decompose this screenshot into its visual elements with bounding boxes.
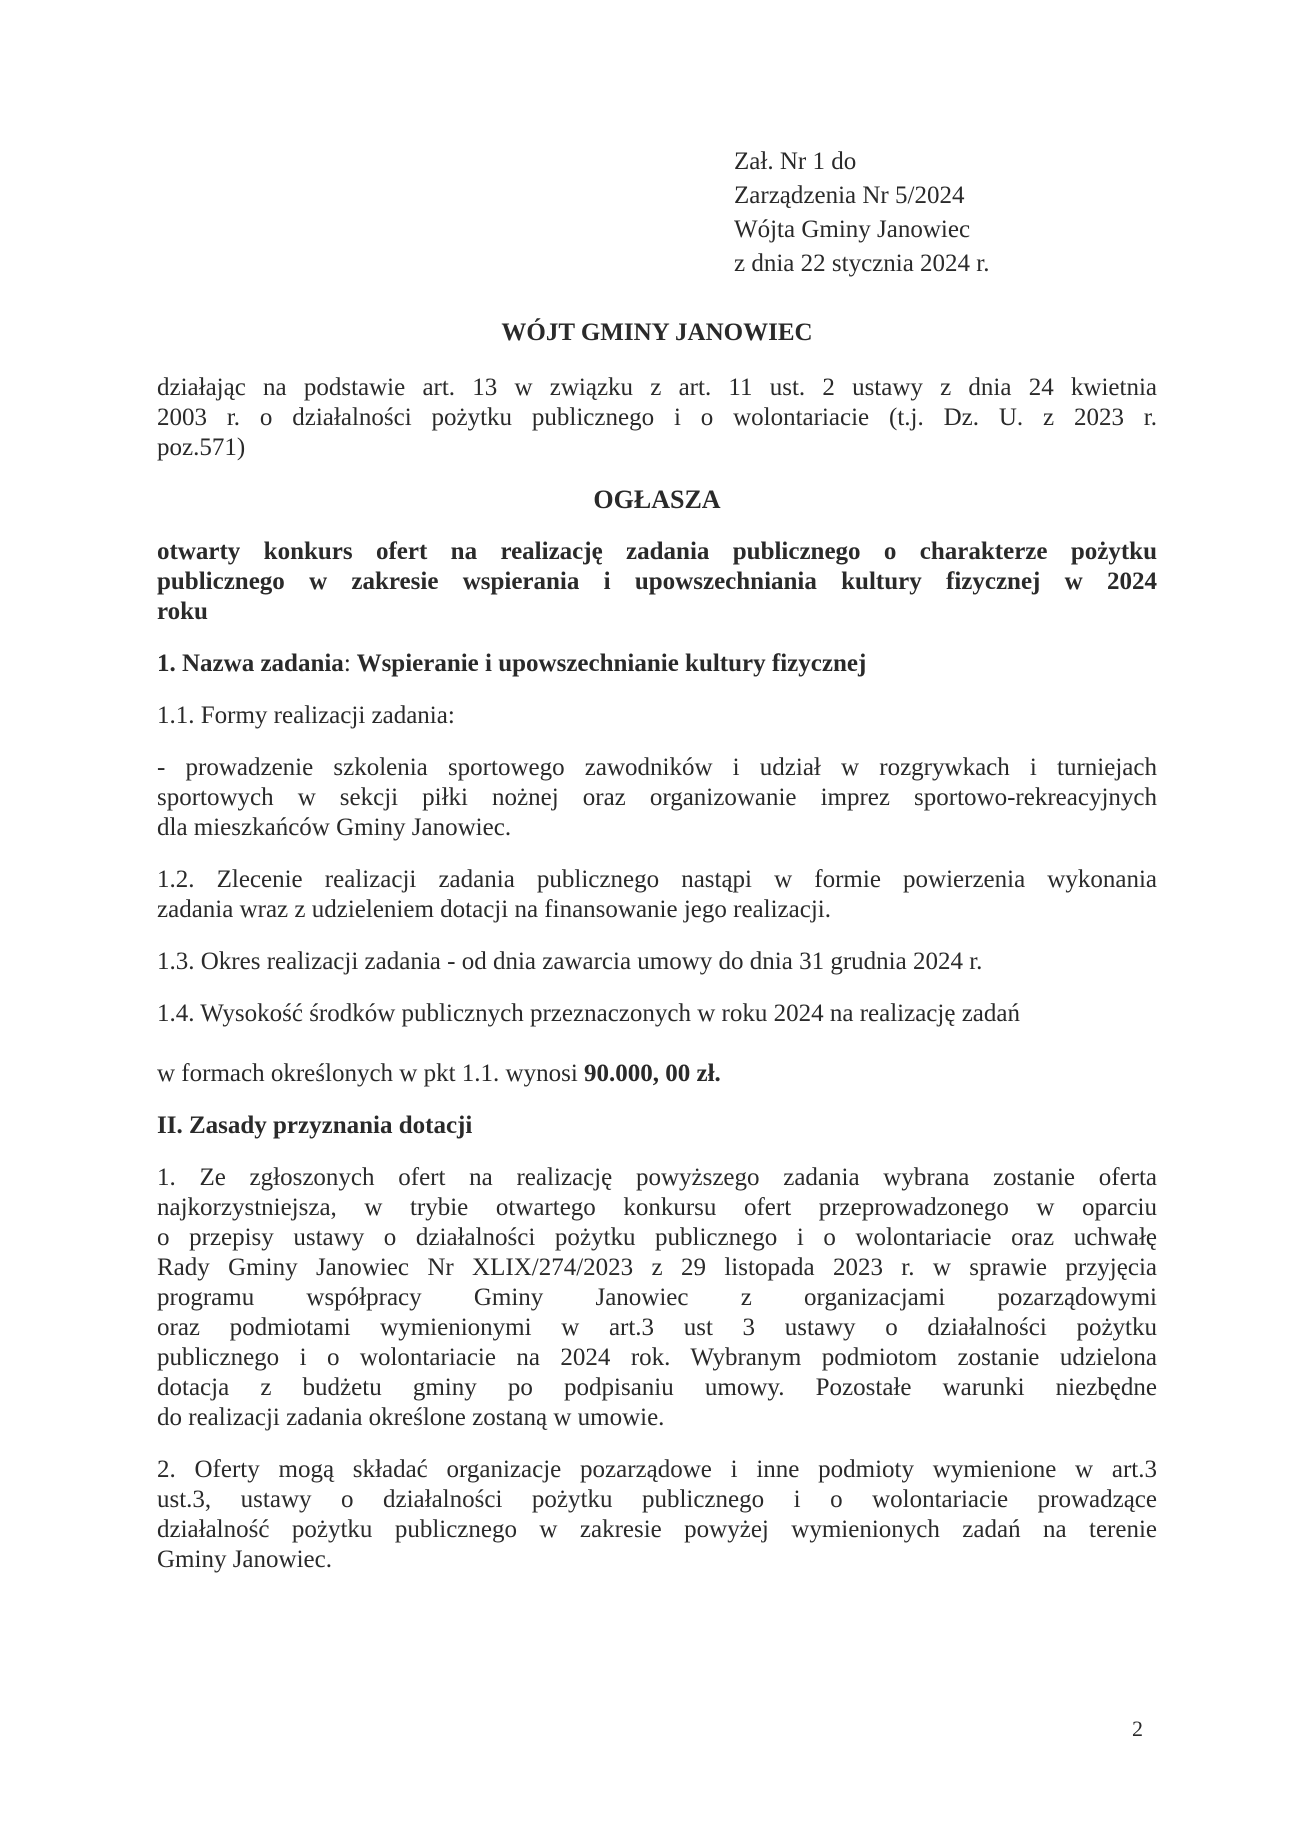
forms-line-3: dla mieszkańców Gminy Janowiec. (157, 814, 512, 841)
rules1-line-8: dotacja z budżetu gminy po podpisaniu umowy. Pozostałe warunki niezbędne (157, 1374, 1157, 1401)
rules1-line-1: 1. Ze zgłoszonych ofert na realizację powyższego zadania wybrana zostanie oferta (157, 1164, 1157, 1191)
subject-line-2: publicznego w zakresie wspierania i upowszechniania kultury fizycznej w 2024 (157, 568, 1157, 595)
section1-heading-colon: : (343, 650, 351, 677)
title-wojt: WÓJT GMINY JANOWIEC (501, 319, 813, 346)
section1-heading (157, 649, 1157, 679)
title-oglasza: OGŁASZA (593, 485, 721, 514)
rules1-line-2: najkorzystniejsza, w trybie otwartego konkursu ofert przeprowadzonego w oparciu (157, 1194, 1157, 1221)
commission-line-1: 1.2. Zlecenie realizacji zadania publicznego nastąpi w formie powierzenia wykonania (157, 866, 1157, 893)
attachment-header (734, 145, 990, 281)
rules1-line-6: oraz podmiotami wymienionymi w art.3 ust 3 ustawy o działalności pożytku (157, 1314, 1157, 1341)
rules1-line-5: programu współpracy Gminy Janowiec z organizacjami pozarządowymi (157, 1284, 1157, 1311)
funds-line-2 (157, 1059, 1157, 1089)
section1-heading-prefix: 1. Nazwa zadania (157, 650, 344, 677)
intro-paragraph (157, 373, 1157, 463)
section1-heading-rest: Wspieranie i upowszechnianie kultury fizycznej (350, 650, 867, 677)
rules-paragraph-1 (157, 1163, 1157, 1433)
subject-line-1: otwarty konkurs ofert na realizację zadania publicznego o charakterze pożytku (157, 538, 1157, 565)
attachment-line-1: Zał. Nr 1 do (734, 148, 857, 175)
forms-line-2: sportowych w sekcji piłki nożnej oraz organizowanie imprez sportowo-rekreacyjnych (157, 784, 1157, 811)
rules1-line-3: o przepisy ustawy o działalności pożytku publicznego i o wolontariacie oraz uchwałę (157, 1224, 1157, 1251)
intro-line-2: 2003 r. o działalności pożytku publicznego i o wolontariacie (t.j. Dz. U. z 2023 r. (157, 404, 1157, 431)
rules2-line-1: 2. Oferty mogą składać organizacje pozarządowe i inne podmioty wymienione w art.3 (157, 1456, 1157, 1483)
rules2-line-3: działalność pożytku publicznego w zakresie powyżej wymienionych zadań na terenie (157, 1516, 1157, 1543)
commission-paragraph (157, 865, 1157, 925)
subject-line-3: roku (157, 598, 208, 625)
funds-line-2-text: w formach określonych w pkt 1.1. wynosi (157, 1060, 585, 1087)
attachment-line-3: Wójta Gminy Janowiec (734, 216, 971, 243)
document-body (157, 318, 1157, 1575)
funds-amount: 90.000, 00 zł. (584, 1060, 721, 1087)
forms-line-1: - prowadzenie szkolenia sportowego zawodników i udział w rozgrywkach i turniejach (157, 754, 1157, 781)
attachment-line-2: Zarządzenia Nr 5/2024 (734, 182, 965, 209)
period-paragraph: 1.3. Okres realizacji zadania - od dnia zawarcia umowy do dnia 31 grudnia 2024 r. (157, 948, 983, 975)
commission-line-2: zadania wraz z udzieleniem dotacji na finansowanie jego realizacji. (157, 896, 831, 923)
rules1-line-9: do realizacji zadania określone zostaną w umowie. (157, 1404, 665, 1431)
rules-paragraph-2 (157, 1455, 1157, 1575)
rules2-line-4: Gminy Janowiec. (157, 1546, 332, 1573)
rules1-line-4: Rady Gminy Janowiec Nr XLIX/274/2023 z 29 listopada 2023 r. w sprawie przyjęcia (157, 1254, 1157, 1281)
forms-paragraph (157, 753, 1157, 843)
rules2-line-2: ust.3, ustawy o działalności pożytku publicznego i o wolontariacie prowadzące (157, 1486, 1157, 1513)
section2-heading: II. Zasady przyznania dotacji (157, 1112, 473, 1139)
intro-line-3: poz.571) (157, 434, 246, 461)
funds-line-1: 1.4. Wysokość środków publicznych przeznaczonych w roku 2024 na realizację zadań (157, 1000, 1020, 1027)
subject-paragraph (157, 537, 1157, 627)
forms-heading: 1.1. Formy realizacji zadania: (157, 702, 455, 729)
attachment-line-4: z dnia 22 stycznia 2024 r. (734, 250, 990, 277)
rules1-line-7: publicznego i o wolontariacie na 2024 rok. Wybranym podmiotom zostanie udzielona (157, 1344, 1157, 1371)
intro-line-1: działając na podstawie art. 13 w związku z art. 11 ust. 2 ustawy z dnia 24 kwietnia (157, 374, 1157, 401)
page-number: 2 (1132, 1716, 1143, 1741)
